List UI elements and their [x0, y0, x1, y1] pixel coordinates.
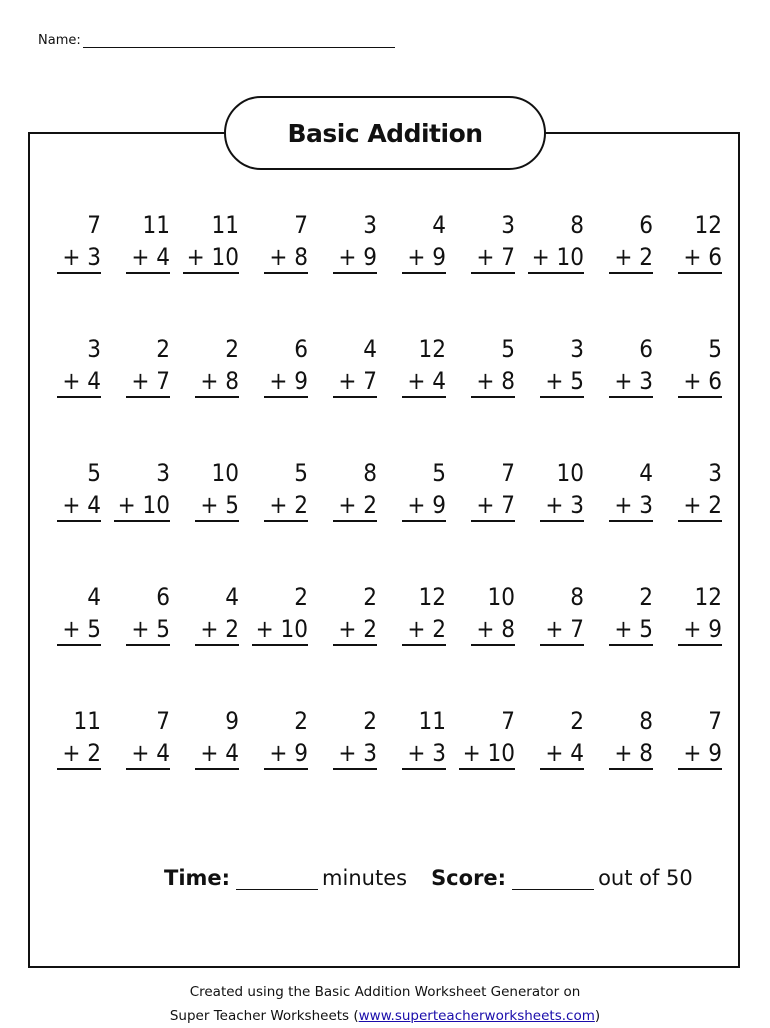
addend-bottom: + 3 [609, 490, 653, 522]
addend-bottom: + 6 [678, 242, 722, 274]
problem-row [40, 582, 730, 706]
addend-bottom: + 6 [678, 366, 722, 398]
addend-bottom: + 2 [609, 242, 653, 274]
addend-top: 2 [570, 707, 584, 735]
addition-problem [109, 458, 178, 582]
addend-bottom: + 2 [402, 614, 446, 646]
addend-bottom: + 2 [333, 614, 377, 646]
worksheet-title: Basic Addition [287, 118, 483, 148]
addition-problem [592, 582, 661, 706]
addition-problem [316, 458, 385, 582]
addend-bottom: + 10 [183, 242, 239, 274]
addend-top: 7 [501, 707, 515, 735]
addend-bottom: + 7 [471, 490, 515, 522]
addend-top: 7 [156, 707, 170, 735]
addend-bottom: + 8 [264, 242, 308, 274]
addend-top: 12 [694, 583, 722, 611]
out-of-text: out of 50 [598, 866, 693, 890]
addition-problem [661, 334, 730, 458]
addition-problem [247, 210, 316, 334]
addend-top: 6 [639, 211, 653, 239]
addend-bottom: + 4 [402, 366, 446, 398]
addend-top: 8 [570, 583, 584, 611]
addend-top: 10 [211, 459, 239, 487]
addend-top: 2 [156, 335, 170, 363]
addition-problem [523, 458, 592, 582]
addition-problem [385, 582, 454, 706]
addend-top: 7 [708, 707, 722, 735]
addend-top: 12 [694, 211, 722, 239]
addend-top: 5 [87, 459, 101, 487]
addend-top: 10 [487, 583, 515, 611]
addend-top: 6 [156, 583, 170, 611]
credit-footer [0, 980, 770, 1028]
addend-top: 12 [418, 335, 446, 363]
addend-bottom: + 9 [678, 614, 722, 646]
addition-problem [523, 210, 592, 334]
addition-problem [454, 458, 523, 582]
addend-top: 3 [708, 459, 722, 487]
addend-top: 4 [363, 335, 377, 363]
problem-row [40, 334, 730, 458]
title-banner [224, 96, 546, 170]
addend-top: 8 [363, 459, 377, 487]
addend-bottom: + 9 [264, 366, 308, 398]
addend-top: 7 [87, 211, 101, 239]
addend-bottom: + 3 [57, 242, 101, 274]
addition-problem [592, 334, 661, 458]
addition-problem [385, 334, 454, 458]
addition-problem [109, 706, 178, 830]
addend-bottom: + 8 [471, 614, 515, 646]
addend-top: 2 [294, 707, 308, 735]
addition-problem [454, 706, 523, 830]
addition-problem [523, 334, 592, 458]
addition-problem [40, 582, 109, 706]
addend-bottom: + 2 [195, 614, 239, 646]
name-label: Name: [38, 33, 81, 48]
addition-problem [316, 582, 385, 706]
addend-bottom: + 9 [678, 738, 722, 770]
addend-bottom: + 5 [540, 366, 584, 398]
addition-problem [178, 334, 247, 458]
credit-suffix: ) [594, 1008, 601, 1024]
addition-problem [109, 334, 178, 458]
addend-top: 2 [363, 707, 377, 735]
score-label: Score: [431, 866, 507, 890]
addend-top: 11 [73, 707, 101, 735]
credit-prefix: Super Teacher Worksheets ( [169, 1008, 359, 1024]
addition-problem [109, 582, 178, 706]
addition-problem [40, 458, 109, 582]
addend-top: 3 [570, 335, 584, 363]
addend-top: 3 [363, 211, 377, 239]
addend-bottom: + 2 [333, 490, 377, 522]
addition-problem [592, 706, 661, 830]
addend-bottom: + 2 [678, 490, 722, 522]
addend-bottom: + 7 [333, 366, 377, 398]
addend-top: 4 [225, 583, 239, 611]
addend-top: 8 [639, 707, 653, 735]
addend-bottom: + 3 [540, 490, 584, 522]
credit-line-2 [0, 1004, 770, 1028]
addition-problem [454, 334, 523, 458]
addend-bottom: + 5 [126, 614, 170, 646]
addend-top: 11 [211, 211, 239, 239]
addend-top: 7 [294, 211, 308, 239]
time-blank[interactable] [236, 867, 318, 890]
addition-problem [661, 458, 730, 582]
addend-top: 8 [570, 211, 584, 239]
addend-bottom: + 4 [126, 738, 170, 770]
addend-bottom: + 10 [528, 242, 584, 274]
addend-top: 5 [501, 335, 515, 363]
addend-bottom: + 4 [126, 242, 170, 274]
addition-problem [385, 458, 454, 582]
addend-bottom: + 5 [195, 490, 239, 522]
problem-row [40, 210, 730, 334]
time-label: Time: [164, 866, 231, 890]
addend-top: 6 [294, 335, 308, 363]
addend-bottom: + 3 [333, 738, 377, 770]
addition-problem [178, 458, 247, 582]
addition-problem [385, 706, 454, 830]
addend-bottom: + 8 [609, 738, 653, 770]
addend-top: 5 [294, 459, 308, 487]
addition-problem [247, 706, 316, 830]
addend-top: 4 [639, 459, 653, 487]
addend-bottom: + 8 [471, 366, 515, 398]
addend-bottom: + 7 [540, 614, 584, 646]
addend-bottom: + 9 [402, 490, 446, 522]
addend-bottom: + 2 [57, 738, 101, 770]
addition-problem [454, 210, 523, 334]
addend-bottom: + 3 [402, 738, 446, 770]
addend-bottom: + 4 [195, 738, 239, 770]
addend-top: 3 [87, 335, 101, 363]
addition-problem [454, 582, 523, 706]
addend-bottom: + 7 [126, 366, 170, 398]
addition-problem [661, 706, 730, 830]
addition-problem [247, 582, 316, 706]
addend-bottom: + 4 [57, 366, 101, 398]
addition-problem [661, 210, 730, 334]
addend-top: 2 [225, 335, 239, 363]
addend-top: 11 [418, 707, 446, 735]
name-blank-line[interactable] [83, 33, 395, 48]
problem-row [40, 458, 730, 582]
addition-problem [178, 582, 247, 706]
addition-problem [109, 210, 178, 334]
addition-problem [40, 706, 109, 830]
addend-top: 4 [432, 211, 446, 239]
addition-problem [247, 458, 316, 582]
addition-problem [316, 706, 385, 830]
addition-problem [247, 334, 316, 458]
addend-top: 11 [142, 211, 170, 239]
minutes-text: minutes [322, 866, 408, 890]
addend-bottom: + 5 [57, 614, 101, 646]
addition-problem [40, 210, 109, 334]
credit-line-1: Created using the Basic Addition Worksheet Generator on [189, 984, 581, 1000]
time-score-row [164, 866, 693, 890]
addend-bottom: + 9 [402, 242, 446, 274]
addend-top: 5 [708, 335, 722, 363]
addend-top: 9 [225, 707, 239, 735]
addend-top: 2 [639, 583, 653, 611]
addition-problem [385, 210, 454, 334]
addition-problem [661, 582, 730, 706]
addend-top: 3 [156, 459, 170, 487]
addition-problem [316, 210, 385, 334]
addend-bottom: + 9 [333, 242, 377, 274]
addend-bottom: + 4 [540, 738, 584, 770]
addition-problem [178, 706, 247, 830]
score-blank[interactable] [512, 867, 594, 890]
addend-top: 6 [639, 335, 653, 363]
addend-bottom: + 3 [609, 366, 653, 398]
addition-problem [523, 582, 592, 706]
credit-link[interactable]: www.superteacherworksheets.com [358, 1008, 595, 1024]
addition-problem [316, 334, 385, 458]
addend-top: 2 [294, 583, 308, 611]
addition-problem [178, 210, 247, 334]
addend-bottom: + 10 [252, 614, 308, 646]
addend-bottom: + 4 [57, 490, 101, 522]
addend-top: 7 [501, 459, 515, 487]
addend-bottom: + 9 [264, 738, 308, 770]
addend-top: 4 [87, 583, 101, 611]
addend-top: 10 [556, 459, 584, 487]
addition-problem [40, 334, 109, 458]
addend-bottom: + 7 [471, 242, 515, 274]
addend-bottom: + 10 [114, 490, 170, 522]
addend-bottom: + 2 [264, 490, 308, 522]
addition-problem [592, 210, 661, 334]
addend-top: 12 [418, 583, 446, 611]
problem-grid [40, 210, 730, 830]
addend-top: 2 [363, 583, 377, 611]
addend-top: 5 [432, 459, 446, 487]
problem-row [40, 706, 730, 830]
name-field-row [38, 33, 395, 48]
addend-bottom: + 10 [459, 738, 515, 770]
addend-bottom: + 5 [609, 614, 653, 646]
addend-top: 3 [501, 211, 515, 239]
addition-problem [592, 458, 661, 582]
addition-problem [523, 706, 592, 830]
addend-bottom: + 8 [195, 366, 239, 398]
